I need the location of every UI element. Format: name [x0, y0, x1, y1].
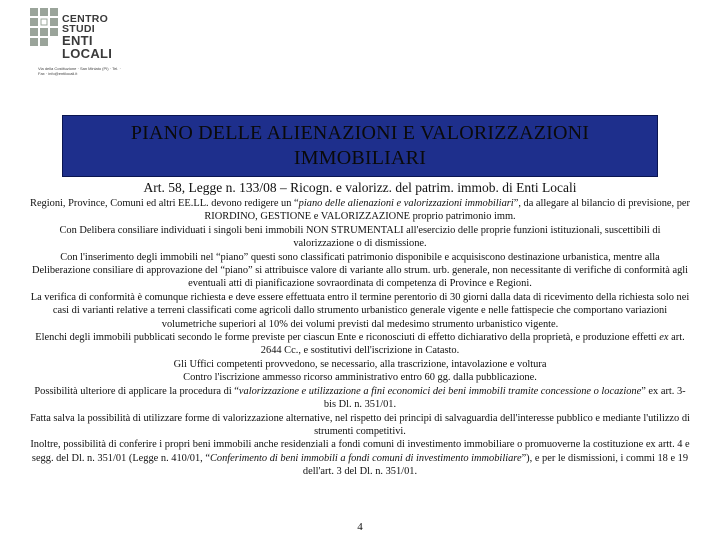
subtitle: Art. 58, Legge n. 133/08 – Ricogn. e valorizz. del patrim. immob. di Enti Locali [143, 180, 577, 195]
logo-line-3: ENTI [62, 33, 93, 48]
page-title [63, 121, 657, 171]
logo-line-1: CENTRO [62, 13, 109, 25]
logo-contact-details: Via della Costituzione · San Miniato (PI) · Tel. · Fax · info@entilocali.it [38, 66, 121, 76]
paragraph: Possibilità ulteriore di applicare la procedura di “valorizzazione e utilizzazione a fini economici dei beni immobili tramite concessione o locazione” ex art. 3-bis Dl. n. 351/01. [34, 385, 686, 411]
paragraph: La verifica di conformità è comunque richiesta e deve essere effettuata entro il termine perentorio di 30 giorni dalla data di ricevimento della richiesta solo nei casi di varianti relative a terreni classificati come agricoli dallo strumento urbanistico generale vigente e nelle fattispecie che comportano variazioni volumetriche superiori al 10% dei volumi previsti dal medesimo strumento urbanistico vigente. [30, 291, 690, 330]
paragraph: Regioni, Province, Comuni ed altri EE.LL. devono redigere un “piano delle alienazioni e valorizzazioni immobiliari”, da allegare al bilancio di previsione, per RIORDINO, GESTIONE e VALORIZZAZIONE proprio patrimonio imm. [30, 198, 690, 223]
paragraph: Con Delibera consiliare individuati i singoli beni immobili NON STRUMENTALI all'esercizio delle proprie funzioni istituzionali, suscettibili di valorizzazione o di dismissione. [59, 224, 661, 250]
logo-mark-icon [30, 8, 60, 58]
logo-text [62, 14, 112, 60]
title-banner [62, 115, 658, 177]
page-number: 4 [357, 521, 363, 533]
paragraph: Fatta salva la possibilità di utilizzare forme di valorizzazione alternative, nel rispetto dei principi di salvaguardia dell'interesse pubblico e mediante l'utilizzo di strumenti competitivi. [30, 412, 690, 437]
page-title-line-1: PIANO DELLE ALIENAZIONI E VALORIZZAZIONI [130, 122, 590, 144]
logo-line-2: STUDI [62, 23, 95, 35]
logo [30, 8, 121, 103]
body-text [30, 197, 690, 479]
paragraph: Con l'inserimento degli immobili nel “piano” questi sono classificati patrimonio disponibile e acquisiscono destinazione urbanistica, mentre alla Deliberazione consiliare di approvazione del “piano” si attribuisce valore di variante allo strum. urb. generale, non necessitante di verifiche di conformità agli eventuali atti di pianificazione sovraordinata di competenza di Province e Regioni. [31, 251, 689, 290]
paragraph: Contro l'iscrizione ammesso ricorso amministrativo entro 60 gg. dalla pubblicazione. [183, 372, 537, 384]
paragraph: Inoltre, possibilità di conferire i propri beni immobili anche residenziali a fondi comuni di investimento immobiliare o promuoverne la costituzione ex artt. 4 e segg. del Dl. n. 351/01 (Legge n. 410/01, “Conferimento di beni immobili a fondi comuni di investimento immobiliare”), e per le dismissioni, i commi 18 e 19 dell'art. 3 del Dl. n. 351/01. [30, 439, 690, 478]
paragraph: Gli Uffici competenti provvedono, se necessario, alla trascrizione, intavolazione e voltura [173, 358, 547, 370]
paragraph: Elenchi degli immobili pubblicati secondo le forme previste per ciascun Ente e riconosciuti di effetto dichiarativo della proprietà, e produzione effetti ex art. 2644 Cc., e sostitutivi dell'iscrizione in Catasto. [35, 332, 685, 357]
logo-line-4: LOCALI [62, 46, 113, 61]
page-title-line-2: IMMOBILIARI [293, 147, 427, 169]
